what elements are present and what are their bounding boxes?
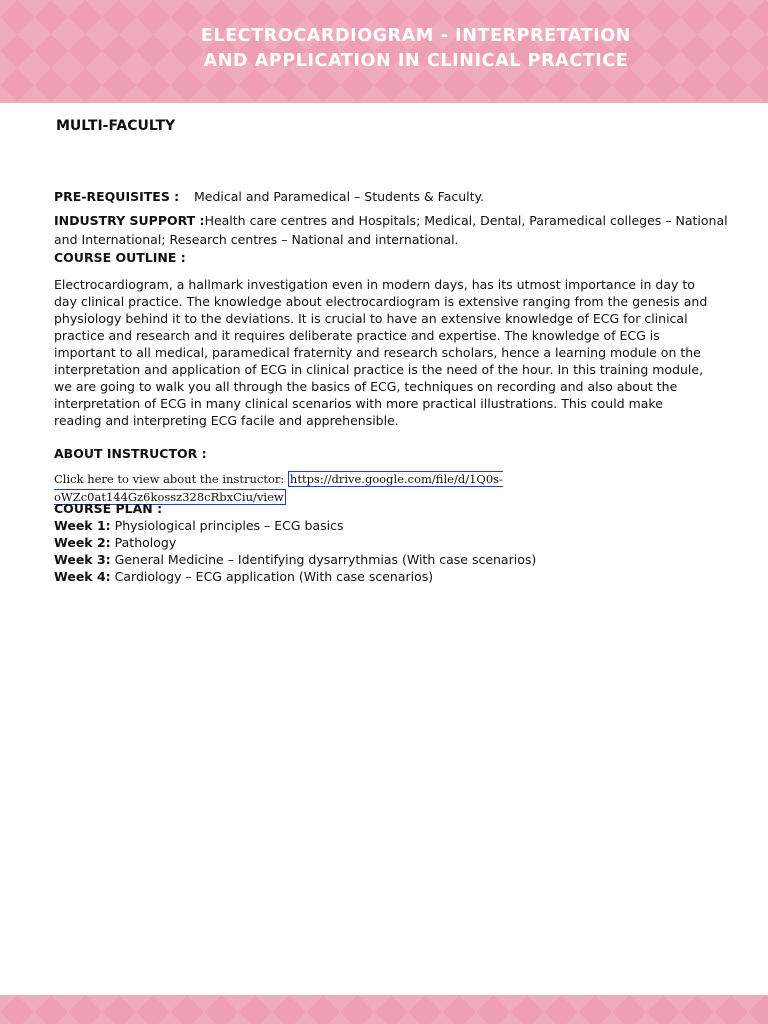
about-instructor-label: ABOUT INSTRUCTOR : <box>54 446 207 461</box>
instructor-prompt: Click here to view about the instructor: <box>54 472 285 486</box>
week-item <box>54 568 714 585</box>
course-plan-list <box>54 517 714 585</box>
week-text: Cardiology – ECG application (With case scenarios) <box>114 569 434 584</box>
week-item <box>54 517 714 534</box>
course-outline-text: Electrocardiogram, a hallmark investigation even in modern days, has its utmost importance in day to day clinical practice. The knowledge about electrocardiogram is extensive ranging from the genesis and physiology behind it to the deviations. It is crucial to have an extensive knowledge of ECG for clinical practice and research and it requires deliberate practice and expertise. The knowledge of ECG is important to all medical, paramedical fraternity and research scholars, hence a learning module on the interpretation and application of ECG in clinical practice is the need of the hour. In this training module, we are going to walk you all through the basics of ECG, techniques on recording and also about the interpretation of ECG in many clinical scenarios with more practical illustrations. This could make reading and interpreting ECG facile and apprehensible. <box>54 277 708 428</box>
instructor-link[interactable]: https://drive.google.com/file/d/1Q0s-oWZc0at144Gz6kossz328cRbxCiu/view <box>54 472 503 504</box>
week-item <box>54 551 714 568</box>
week-text: General Medicine – Identifying dysarrythmias (With case scenarios) <box>114 552 537 567</box>
industry-support-section <box>54 212 728 248</box>
week-label: Week 1: <box>54 518 111 533</box>
prerequisites-value: Medical and Paramedical – Students & Faculty. <box>194 189 485 204</box>
industry-support-value-line2: International; Research centres – National and international. <box>81 232 459 247</box>
industry-support-value-line1: Health care centres and Hospitals; Medical, Dental, Paramedical colleges – National <box>204 213 728 228</box>
week-text: Pathology <box>114 535 177 550</box>
page-title <box>200 24 632 74</box>
week-text: Physiological principles – ECG basics <box>114 518 344 533</box>
week-label: Week 4: <box>54 569 111 584</box>
faculty-heading: MULTI-FACULTY <box>56 118 176 134</box>
industry-support-label: INDUSTRY SUPPORT : <box>54 213 205 228</box>
week-item <box>54 534 714 551</box>
course-plan-label: COURSE PLAN : <box>54 501 163 516</box>
footer-banner <box>0 995 768 1024</box>
prerequisites-label: PRE-REQUISITES : <box>54 189 180 204</box>
title-line-2: AND APPLICATION IN CLINICAL PRACTICE <box>203 51 629 71</box>
week-label: Week 2: <box>54 535 111 550</box>
week-label: Week 3: <box>54 552 111 567</box>
industry-support-and: and <box>54 232 78 247</box>
prerequisites-section <box>54 188 714 205</box>
course-outline-label: COURSE OUTLINE : <box>54 250 186 265</box>
title-line-1: ELECTROCARDIOGRAM - INTERPRETATION <box>200 26 632 46</box>
